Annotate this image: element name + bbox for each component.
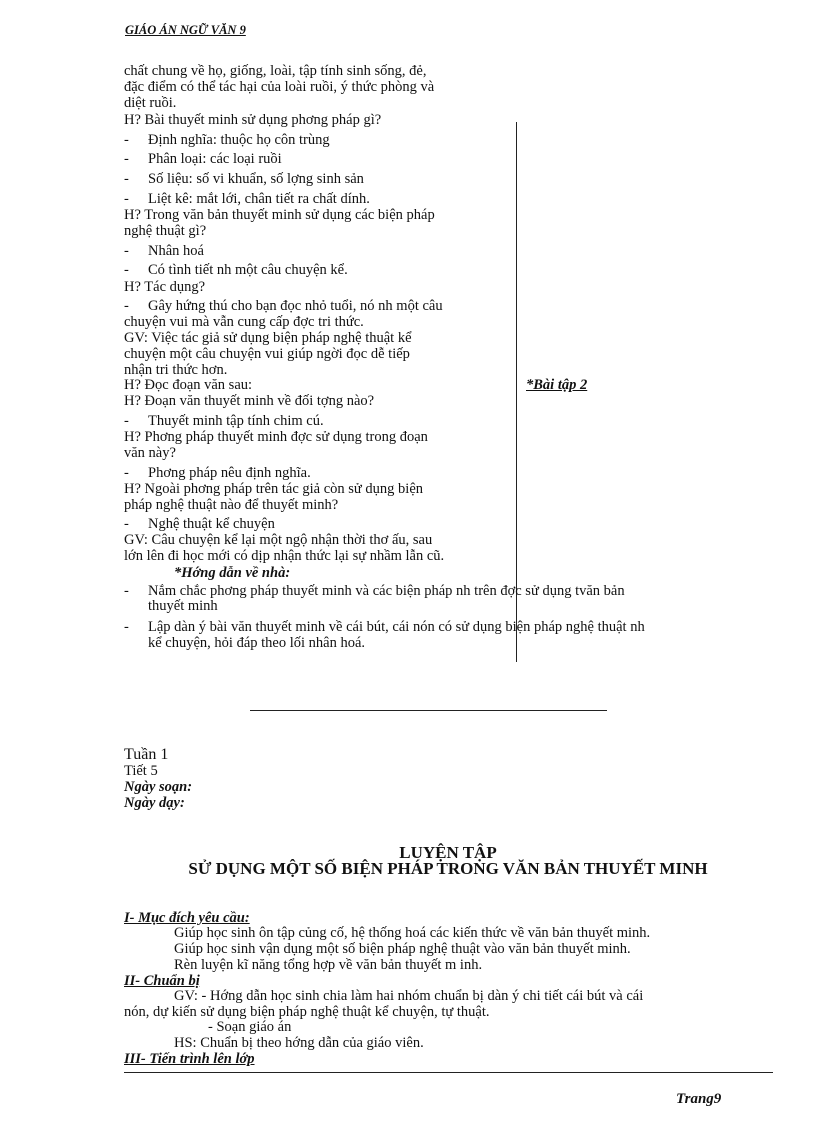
effect-text: Gây hứng thú cho bạn đọc nhỏ tuổi, nó nh một câu	[148, 298, 443, 314]
footer-rule	[124, 1072, 773, 1073]
column-divider	[516, 122, 517, 662]
intro-line-1: chất chung về họ, giống, loài, tập tính sinh sống, đẻ,	[124, 63, 427, 79]
week-label: Tuần 1	[124, 746, 169, 763]
question-2-line-1: H? Trong văn bản thuyết minh sử dụng các biện pháp	[124, 207, 435, 223]
hs-prep-line: HS: Chuẩn bị theo hớng dẫn của giáo viên.	[174, 1035, 424, 1051]
method-text: Số liệu: số vi khuẩn, số lợng sinh sản	[148, 171, 364, 187]
method-text: Liệt kê: mắt lới, chân tiết ra chất dính.	[148, 191, 370, 207]
method-item: - Số liệu: số vi khuẩn, số lợng sinh sản	[124, 171, 364, 187]
objective-item: Giúp học sinh vận dụng một số biện pháp nghệ thuật vào văn bản thuyết minh.	[174, 941, 631, 957]
answer-5: - Thuyết minh tập tính chim cú.	[124, 413, 324, 429]
question-6-line-2: văn này?	[124, 445, 176, 461]
question-4: H? Đọc đoạn văn sau:	[124, 377, 253, 393]
gv-prep-line-2: nón, dự kiến sử dụng biện pháp nghệ thuật kể chuyện, tự thuật.	[124, 1004, 490, 1020]
gv-note-2: chuyện một câu chuyện vui giúp ngời đọc dễ tiếp	[124, 346, 410, 362]
answer-5-text: Thuyết minh tập tính chim cú.	[148, 413, 324, 429]
lesson-subtitle: SỬ DỤNG MỘT SỐ BIỆN PHÁP TRONG VĂN BẢN THUYẾT MINH	[188, 859, 708, 878]
section-separator	[250, 710, 607, 711]
homework-text: Lập dàn ý bài văn thuyết minh về cái bút, cái nón có sử dụng biện pháp nghệ thuật nh	[148, 619, 645, 635]
intro-line-3: diệt ruồi.	[124, 95, 177, 111]
teach-date-label: Ngày dạy:	[124, 795, 185, 811]
gv-prep-line-1: GV: - Hớng dẫn học sinh chia làm hai nhóm chuẩn bị dàn ý chi tiết cái bút và cái	[174, 988, 644, 1004]
gv-note-5: lớn lên đi học mới có dịp nhận thức lại sự nhầm lẫn cũ.	[124, 548, 445, 564]
answer-7: - Nghệ thuật kể chuyện	[124, 516, 275, 532]
gv-note-1: GV: Việc tác giả sử dụng biện pháp nghệ thuật kể	[124, 330, 412, 346]
homework-item: - Lập dàn ý bài văn thuyết minh về cái bút, cái nón có sử dụng biện pháp nghệ thuật nh	[124, 619, 645, 635]
question-6-line-1: H? Phơng pháp thuyết minh đợc sử dụng trong đoạn	[124, 429, 428, 445]
prep-date-label: Ngày soạn:	[124, 779, 193, 795]
effect-line-2: chuyện vui mà vẫn cung cấp đợc tri thức.	[124, 314, 364, 330]
answer-7-text: Nghệ thuật kể chuyện	[148, 516, 275, 532]
method-text: Định nghĩa: thuộc họ côn trùng	[148, 132, 330, 148]
gv-prep-line-3: - Soạn giáo án	[208, 1019, 292, 1035]
homework-text: Nắm chắc phơng pháp thuyết minh và các biện pháp nh trên đợc sử dụng tvăn bản	[148, 583, 625, 599]
question-7-line-2: pháp nghệ thuật nào để thuyết minh?	[124, 497, 339, 513]
effect-item: - Gây hứng thú cho bạn đọc nhỏ tuổi, nó nh một câu	[124, 298, 443, 314]
art-text: Nhân hoá	[148, 243, 204, 259]
homework-heading: *Hớng dẫn về nhà:	[174, 565, 291, 581]
answer-6-text: Phơng pháp nêu định nghĩa.	[148, 465, 311, 481]
section-2-heading: II- Chuẩn bị	[124, 973, 200, 989]
homework-item: - Nắm chắc phơng pháp thuyết minh và các biện pháp nh trên đợc sử dụng tvăn bản	[124, 583, 625, 599]
intro-line-2: đặc điểm có thể tác hại của loài ruồi, ý thức phòng và	[124, 79, 435, 95]
gv-note-4: GV: Câu chuyện kể lại một ngộ nhận thời thơ ấu, sau	[124, 532, 433, 548]
homework-item-cont: thuyết minh	[148, 598, 218, 614]
art-text: Có tình tiết nh một câu chuyện kể.	[148, 262, 348, 278]
answer-6: - Phơng pháp nêu định nghĩa.	[124, 465, 311, 481]
method-item: - Phân loại: các loại ruồi	[124, 151, 282, 167]
art-item: - Có tình tiết nh một câu chuyện kể.	[124, 262, 348, 278]
period-label: Tiết 5	[124, 763, 158, 779]
art-item: - Nhân hoá	[124, 243, 204, 259]
section-1-heading: I- Mục đích yêu cầu:	[124, 910, 250, 926]
method-text: Phân loại: các loại ruồi	[148, 151, 282, 167]
objective-item: Rèn luyện kĩ năng tổng hợp về văn bản thuyết m inh.	[174, 957, 483, 973]
question-2-line-2: nghệ thuật gì?	[124, 223, 207, 239]
gv-note-3: nhận tri thức hơn.	[124, 362, 228, 378]
section-3-heading: III- Tiến trình lên lớp	[124, 1051, 255, 1067]
objective-item: Giúp học sinh ôn tập củng cố, hệ thống hoá các kiến thức về văn bản thuyết minh.	[174, 925, 651, 941]
homework-item-cont: kể chuyện, hỏi đáp theo lối nhân hoá.	[148, 635, 366, 651]
page-number: Trang9	[676, 1091, 722, 1107]
question-3: H? Tác dụng?	[124, 279, 206, 295]
question-7-line-1: H? Ngoài phơng pháp trên tác giả còn sử dụng biện	[124, 481, 424, 497]
method-item: - Định nghĩa: thuộc họ côn trùng	[124, 132, 330, 148]
method-item: - Liệt kê: mắt lới, chân tiết ra chất dính.	[124, 191, 370, 207]
page-header: GIÁO ÁN NGỮ VĂN 9	[125, 23, 246, 37]
lesson-title: LUYỆN TẬP	[399, 843, 497, 862]
question-1: H? Bài thuyết minh sử dụng phơng pháp gì?	[124, 112, 382, 128]
question-5: H? Đoạn văn thuyết minh về đối tợng nào?	[124, 393, 375, 409]
exercise-label: *Bài tập 2	[526, 377, 588, 393]
